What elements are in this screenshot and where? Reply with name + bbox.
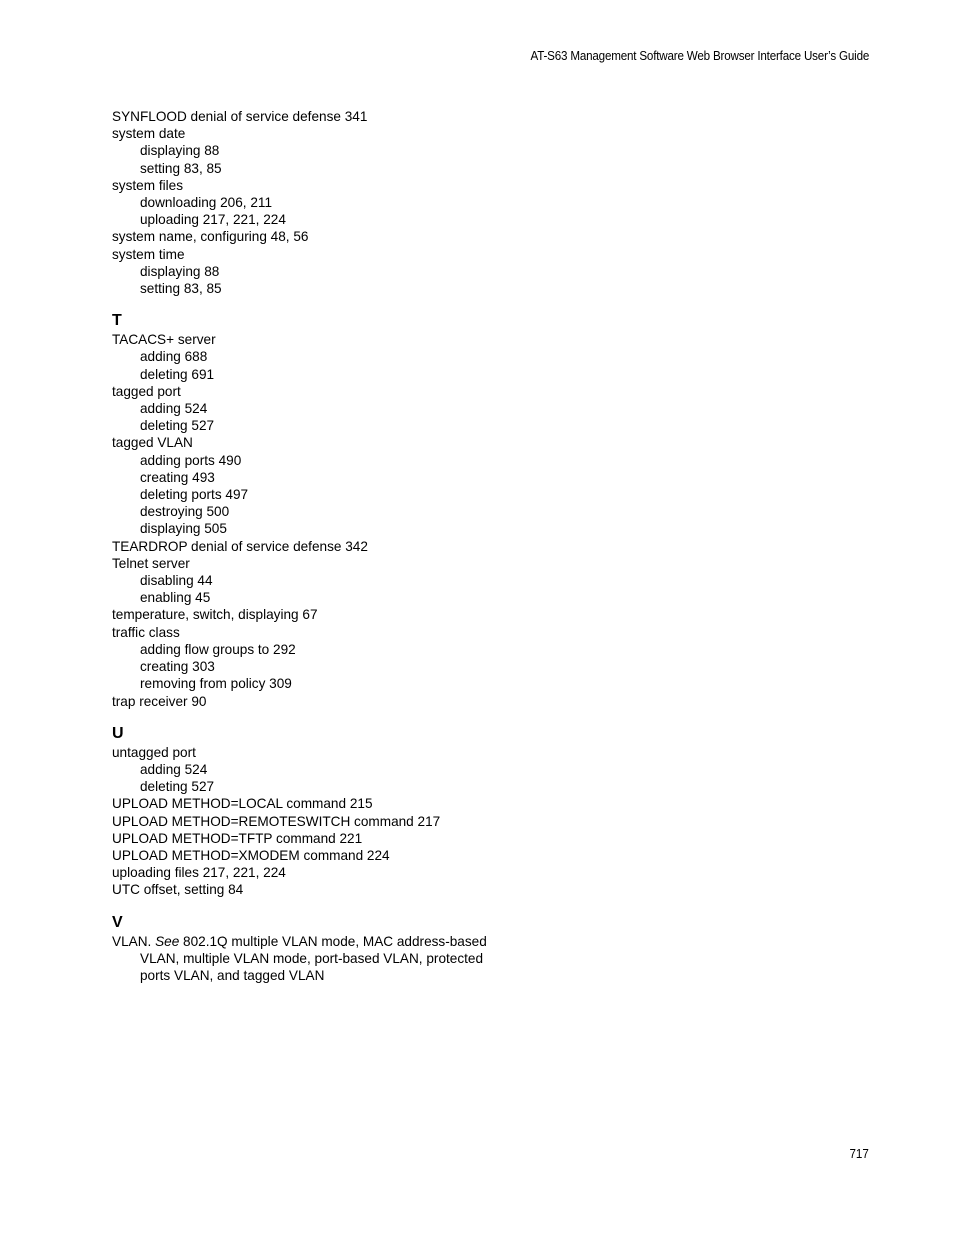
index-entry: system name, configuring 48, 56 [112, 229, 309, 245]
page-number: 717 [849, 1147, 869, 1161]
index-subentry: displaying 88 [140, 263, 220, 279]
index-entry: trap receiver 90 [112, 693, 207, 709]
index-entry: traffic class [112, 624, 180, 640]
index-entry: system time [112, 246, 185, 262]
index-letter-u: U [112, 724, 124, 742]
index-entry: UPLOAD METHOD=REMOTESWITCH command 217 [112, 813, 441, 829]
index-entry: Telnet server [112, 555, 190, 571]
index-entry: UPLOAD METHOD=XMODEM command 224 [112, 847, 390, 863]
index-entry: uploading files 217, 221, 224 [112, 865, 286, 881]
vlan-cross-references: 802.1Q multiple VLAN mode, MAC address-based VLAN, multiple VLAN mode, port-based VLAN, protected ports VLAN, and tagged VLAN [140, 933, 487, 983]
index-letter-t: T [112, 312, 122, 330]
index-subentry: deleting 691 [140, 366, 215, 382]
index-entry: system files [112, 177, 184, 193]
index-entry-vlan [112, 933, 512, 985]
index-entry: system date [112, 126, 186, 142]
index-entry: UTC offset, setting 84 [112, 882, 244, 898]
index-group-u [112, 744, 512, 899]
index-subentry: setting 83, 85 [140, 160, 222, 176]
index-subentry: adding 524 [140, 401, 208, 417]
index-entry: TEARDROP denial of service defense 342 [112, 538, 368, 554]
index-subentry: creating 493 [140, 469, 215, 485]
index-entry: tagged port [112, 383, 181, 399]
vlan-term: VLAN. [112, 933, 156, 949]
index-group-s-continued [112, 108, 512, 297]
index-entry: UPLOAD METHOD=LOCAL command 215 [112, 796, 373, 812]
index-subentry: disabling 44 [140, 573, 213, 589]
index-entry: TACACS+ server [112, 332, 216, 348]
index-subentry: deleting 527 [140, 779, 215, 795]
index-subentry: deleting 527 [140, 418, 215, 434]
index-entry: tagged VLAN [112, 435, 193, 451]
running-header: AT-S63 Management Software Web Browser Interface User’s Guide [530, 49, 869, 63]
index-subentry: adding 688 [140, 349, 208, 365]
index-entry: UPLOAD METHOD=TFTP command 221 [112, 830, 363, 846]
index-group-t [112, 331, 512, 709]
index-subentry: removing from policy 309 [140, 676, 292, 692]
index-subentry: adding flow groups to 292 [140, 641, 296, 657]
index-column [112, 108, 512, 984]
index-subentry: displaying 505 [140, 521, 227, 537]
index-subentry: adding ports 490 [140, 452, 242, 468]
index-entry: temperature, switch, displaying 67 [112, 607, 318, 623]
index-entry: SYNFLOOD denial of service defense 341 [112, 109, 368, 124]
see-reference: See [155, 933, 180, 949]
index-subentry: destroying 500 [140, 504, 230, 520]
index-letter-v: V [112, 913, 123, 931]
index-subentry: uploading 217, 221, 224 [140, 212, 286, 228]
index-subentry: adding 524 [140, 761, 208, 777]
index-entry: untagged port [112, 744, 196, 760]
index-subentry: setting 83, 85 [140, 281, 222, 297]
index-subentry: enabling 45 [140, 590, 211, 606]
index-subentry: creating 303 [140, 659, 215, 675]
index-subentry: deleting ports 497 [140, 487, 249, 503]
index-subentry: displaying 88 [140, 143, 220, 159]
index-subentry: downloading 206, 211 [140, 195, 273, 211]
